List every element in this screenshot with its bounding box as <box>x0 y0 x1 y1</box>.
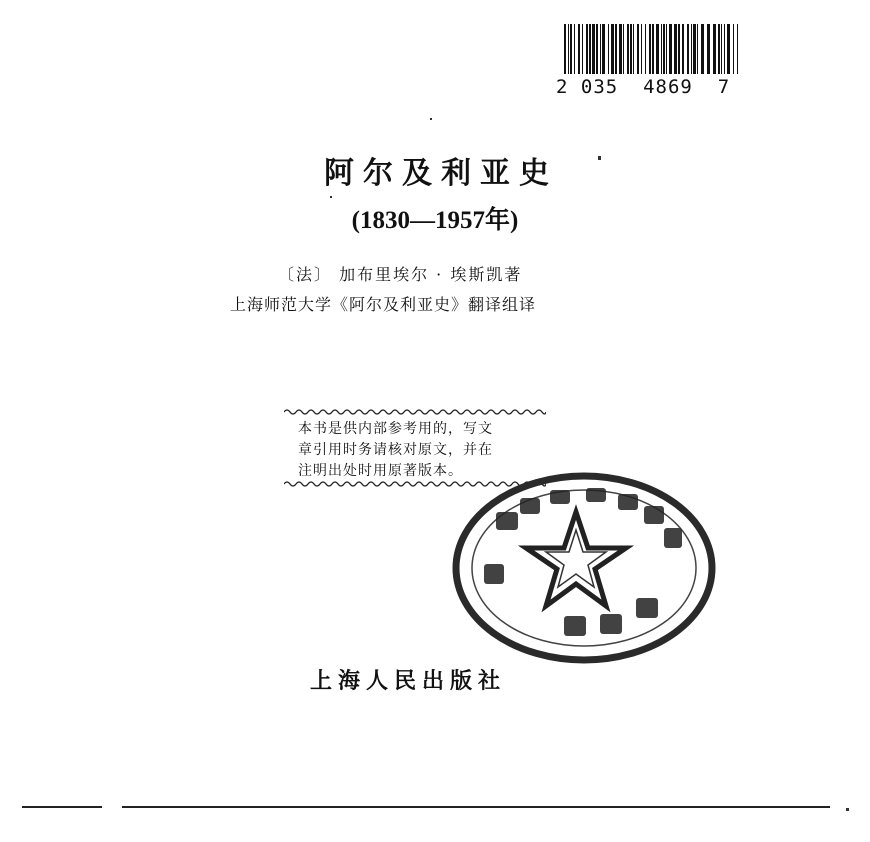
star-icon <box>526 512 626 606</box>
barcode-bar <box>600 24 601 74</box>
scan-speck <box>330 196 332 198</box>
barcode-bar <box>733 24 734 74</box>
barcode-bar <box>737 24 738 74</box>
barcode-bar <box>649 24 651 74</box>
barcode-bar <box>623 24 624 74</box>
barcode-bar <box>615 24 617 74</box>
bottom-rule <box>22 804 830 810</box>
barcode-bar <box>669 24 672 74</box>
barcode-bar <box>721 24 722 74</box>
barcode-bar <box>627 24 629 74</box>
barcode-bar <box>707 24 710 74</box>
barcode-bar <box>682 24 684 74</box>
barcode-bar <box>630 24 632 74</box>
barcode-bar <box>574 24 575 74</box>
notice-line: 章引用时务请核对原文，并在 <box>298 442 493 458</box>
barcode-bar <box>718 24 720 74</box>
barcode-bar <box>568 24 569 74</box>
wavy-border-top <box>284 408 546 416</box>
barcode-bar <box>637 24 639 74</box>
library-seal-stamp <box>448 468 720 668</box>
barcode-bar <box>596 24 598 74</box>
barcode-bar <box>661 24 662 74</box>
barcode-bar <box>663 24 665 74</box>
barcode-bar <box>678 24 680 74</box>
scan-speck <box>846 808 849 811</box>
barcode-number: 2 035 4869 7 <box>556 76 731 98</box>
barcode-bar <box>589 24 591 74</box>
barcode-bar <box>641 24 642 74</box>
barcode-bar <box>701 24 704 74</box>
barcode-bar <box>592 24 595 74</box>
scan-speck <box>430 118 432 120</box>
barcode-bar <box>586 24 588 74</box>
barcode-bar <box>564 24 566 74</box>
notice-line: 注明出处时用原著版本。 <box>298 463 463 479</box>
barcode-bar <box>633 24 634 74</box>
barcode-bar <box>724 24 725 74</box>
barcode-bar <box>691 24 692 74</box>
barcode-bar <box>611 24 614 74</box>
barcode <box>562 24 744 76</box>
barcode-bar <box>570 24 572 74</box>
barcode-bar <box>656 24 659 74</box>
barcode-bar <box>602 24 605 74</box>
publisher-name: 上海人民出版社 <box>310 668 507 694</box>
barcode-bar <box>652 24 654 74</box>
barcode-bar <box>645 24 646 74</box>
barcode-bar <box>727 24 730 74</box>
book-subtitle: (1830—1957年) <box>351 207 519 234</box>
barcode-bar <box>578 24 580 74</box>
barcode-bar <box>582 24 583 74</box>
barcode-bar <box>619 24 622 74</box>
barcode-bar <box>608 24 609 74</box>
barcode-bar <box>693 24 696 74</box>
barcode-bar <box>674 24 677 74</box>
barcode-bar <box>666 24 667 74</box>
barcode-bar <box>713 24 716 74</box>
notice-line: 本书是供内部参考用的，写文 <box>298 421 493 437</box>
barcode-bar <box>687 24 689 74</box>
scan-speck <box>598 156 601 160</box>
book-title: 阿尔及利亚史 <box>324 156 558 191</box>
translator-line: 上海师范大学《阿尔及利亚史》翻译组译 <box>230 295 537 314</box>
barcode-bar <box>697 24 698 74</box>
author-line: 〔法〕 加布里埃尔 · 埃斯凯著 <box>278 265 523 284</box>
